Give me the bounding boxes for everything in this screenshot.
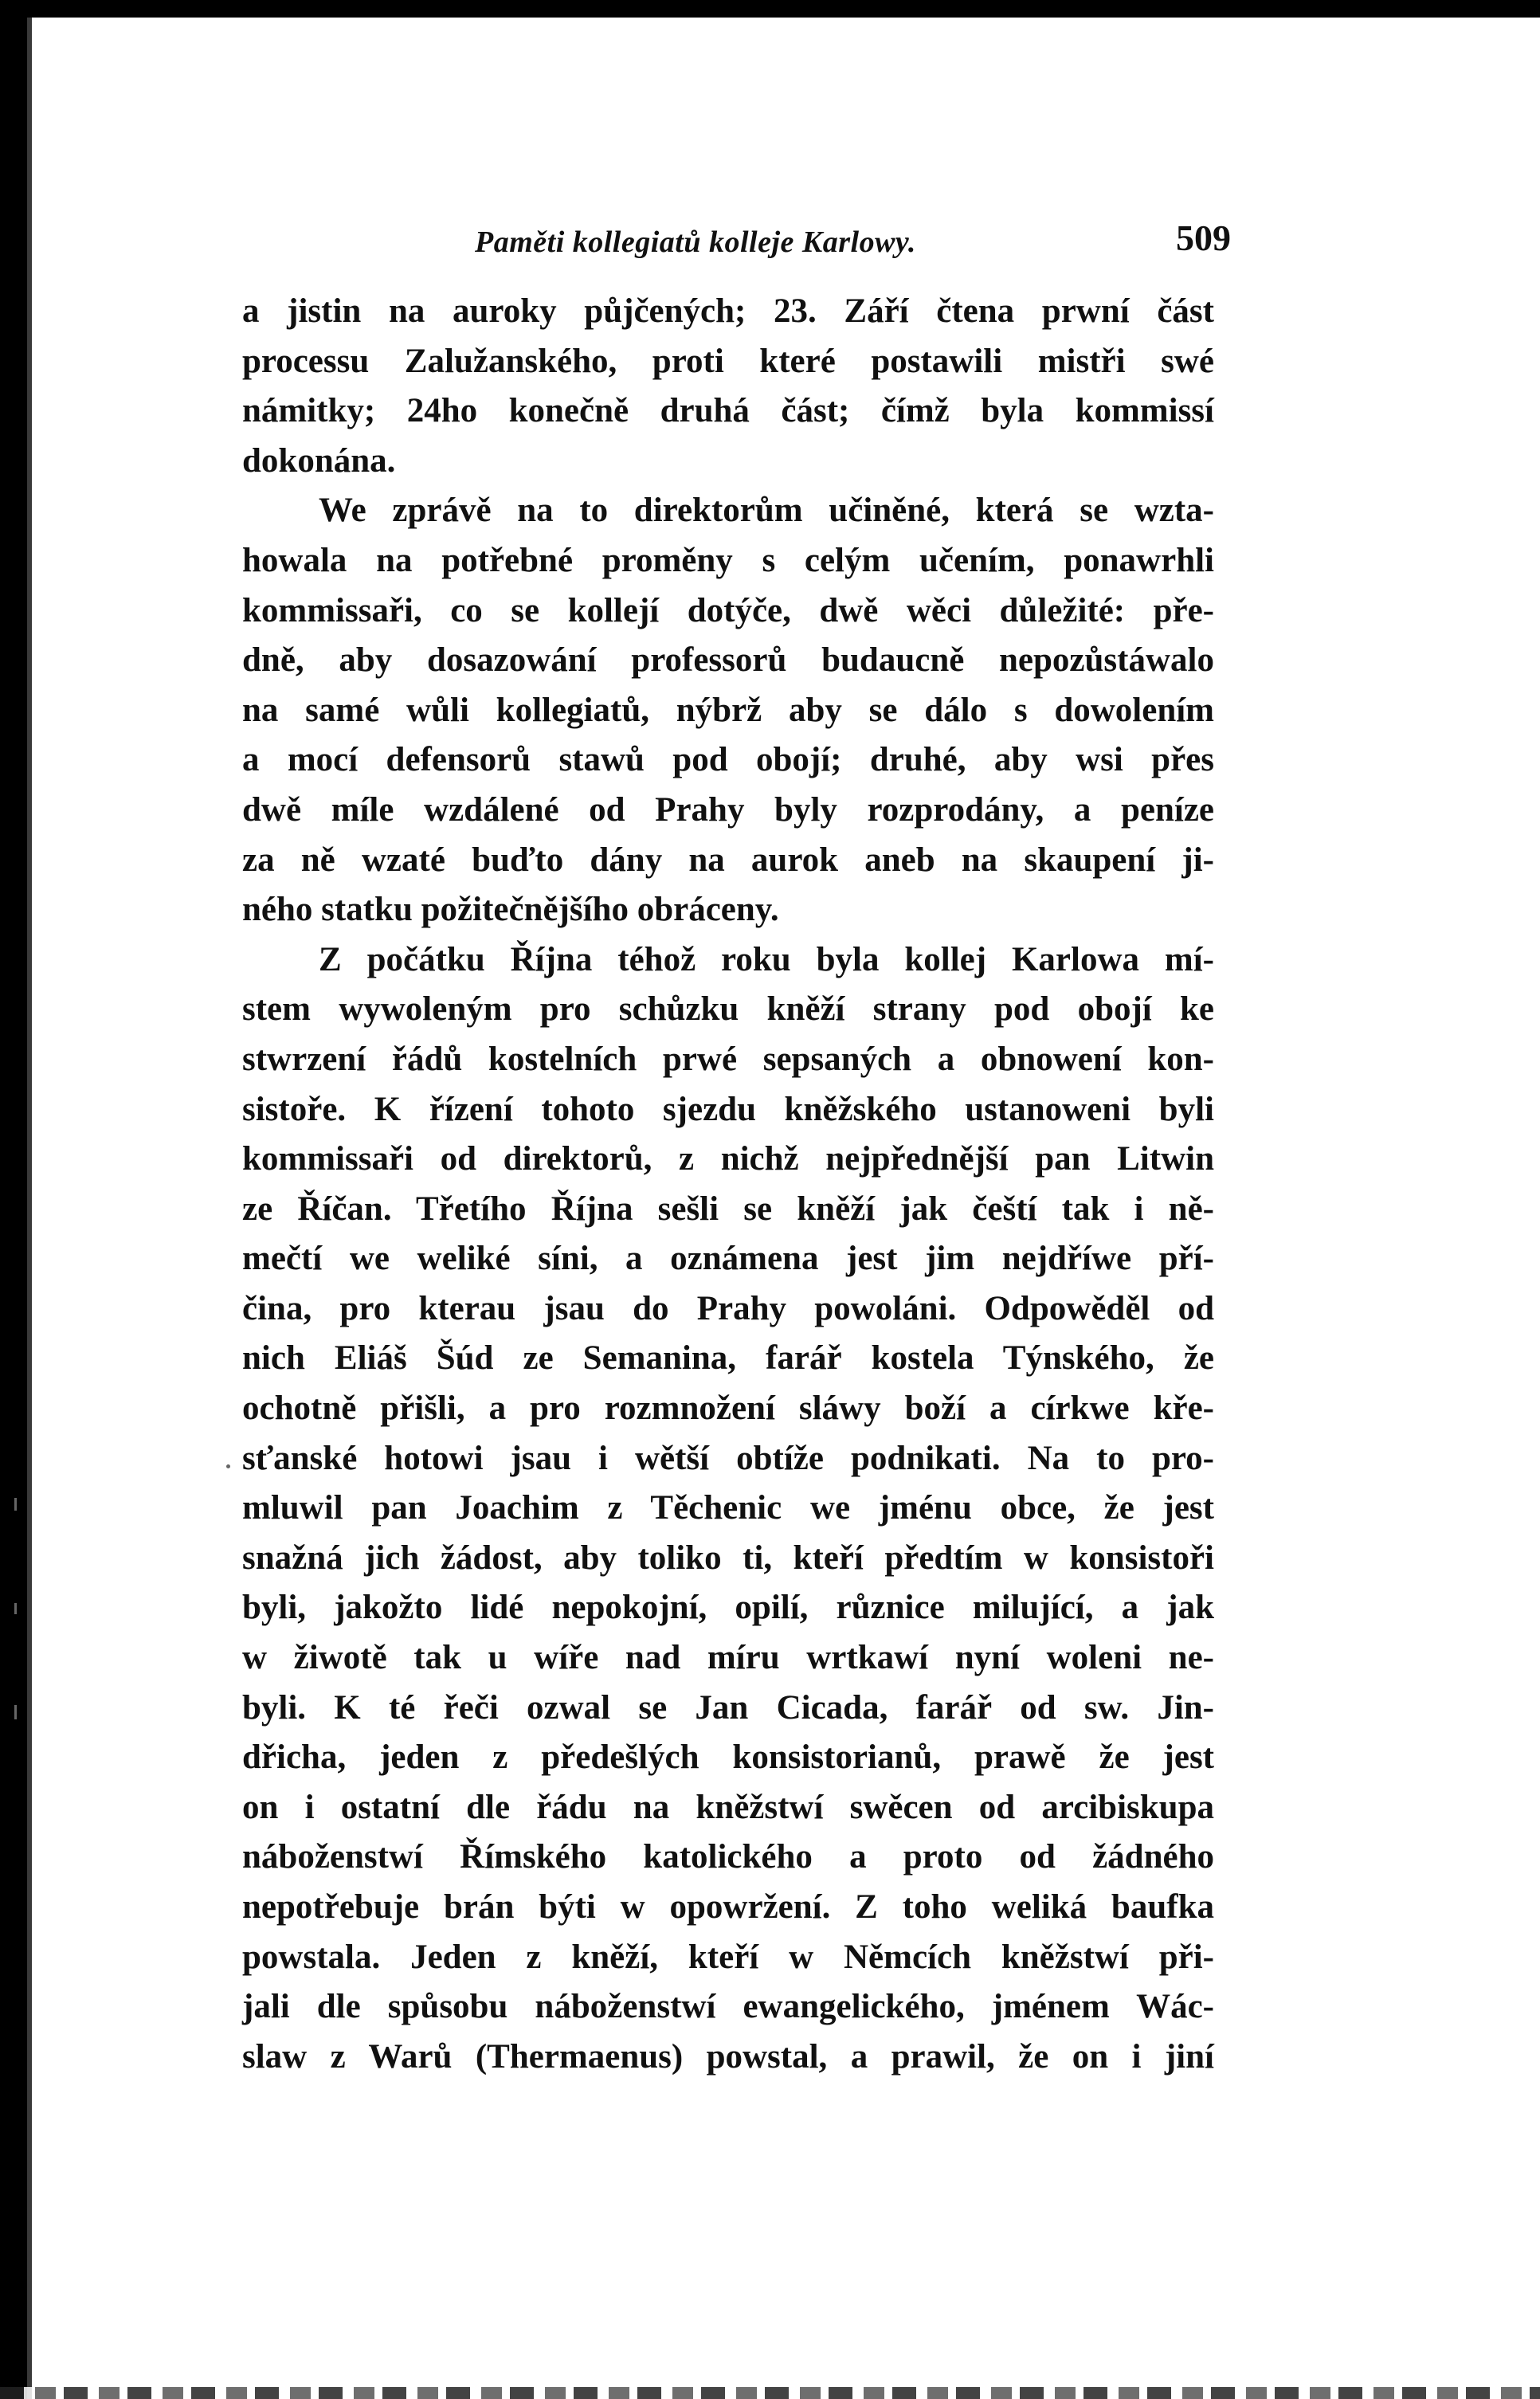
text-line: dřicha, jeden z předešlých konsistorianů, prawě že jest xyxy=(242,1738,1214,1777)
scan-edge-top xyxy=(0,0,1540,18)
text-line: a jistin na auroky půjčených; 23. Září čtena prwní část xyxy=(242,292,1214,330)
text-line: na samé wůli kollegiatů, nýbrž aby se dálo s dowolením xyxy=(242,691,1214,729)
scan-edge-left-shadow xyxy=(27,18,32,2399)
text-line: byli. K té řeči ozwal se Jan Cicada, farář od sw. Jin- xyxy=(242,1688,1214,1727)
text-line: powstala. Jeden z kněží, kteří w Němcích kněžstwí při- xyxy=(242,1938,1214,1976)
text-line: slaw z Warů (Thermaenus) powstal, a prawil, že on i jiní xyxy=(242,2037,1214,2076)
text-line: námitky; 24ho konečně druhá část; čímž byla kommissí xyxy=(242,392,1214,430)
scan-edge-bottom xyxy=(0,2387,1540,2399)
text-line: nepotřebuje brán býti w opowržení. Z toho weliká baufka xyxy=(242,1888,1214,1926)
text-line: kommissaři, co se kollejí dotýče, dwě wěci důležité: pře- xyxy=(242,591,1214,629)
text-line: stem wywoleným pro schůzku kněží strany pod obojí ke xyxy=(242,990,1214,1029)
text-line: ze Říčan. Třetího Října sešli se kněží jak čeští tak i ně- xyxy=(242,1190,1214,1228)
text-line: sistoře. K řízení tohoto sjezdu kněžského ustanoweni byli xyxy=(242,1090,1214,1128)
running-head: Paměti kollegiatů kolleje Karlowy. xyxy=(475,225,916,259)
text-line: dwě míle wzdálené od Prahy byly rozprodány, a peníze xyxy=(242,790,1214,829)
text-line: ochotně přišli, a pro rozmnožení sláwy boží a církwe kře- xyxy=(242,1390,1214,1428)
text-line: dně, aby dosazowání professorů budaucně nepozůstáwalo xyxy=(242,641,1214,680)
text-line: on i ostatní dle řádu na kněžstwí swěcen od arcibiskupa xyxy=(242,1788,1214,1826)
text-line: jali dle spůsobu náboženstwí ewangelického, jménem Wác- xyxy=(242,1988,1214,2026)
text-line: náboženstwí Římského katolického a proto od žádného xyxy=(242,1838,1214,1876)
text-line: ného statku požitečnějšího obráceny. xyxy=(242,891,779,929)
text-line: sťanské hotowi jsau i wětší obtíže podnikati. Na to pro- xyxy=(242,1439,1214,1477)
text-line: byli, jakožto lidé nepokojní, opilí, různice milující, a jak xyxy=(242,1589,1214,1627)
text-line: za ně wzaté buďto dány na aurok aneb na skaupení ji- xyxy=(242,841,1214,879)
text-line: Z počátku Října téhož roku byla kollej Karlowa mí- xyxy=(319,940,1214,978)
text-line: čina, pro kterau jsau do Prahy powoláni. Odpowěděl od xyxy=(242,1289,1214,1327)
text-line: mečtí we weliké síni, a oznámena jest jim nejdříwe pří- xyxy=(242,1240,1214,1278)
text-line: dokonána. xyxy=(242,441,396,480)
text-line: howala na potřebné proměny s celým učením, ponawrhli xyxy=(242,541,1214,579)
text-line: a mocí defensorů stawů pod obojí; druhé, aby wsi přes xyxy=(242,741,1214,779)
text-line: w žiwotě tak u wíře nad míru wrtkawí nyní woleni ne- xyxy=(242,1639,1214,1677)
text-line: kommissaři od direktorů, z nichž nejpřednější pan Litwin xyxy=(242,1140,1214,1178)
text-line: nich Eliáš Šúd ze Semanina, farář kostela Týnského, že xyxy=(242,1339,1214,1378)
text-line: stwrzení řádů kostelních prwé sepsaných a obnowení kon- xyxy=(242,1040,1214,1078)
scan-edge-left xyxy=(0,0,27,2399)
page-header xyxy=(239,217,1231,272)
text-line: snažná jich žádost, aby toliko ti, kteří předtím w konsistoři xyxy=(242,1539,1214,1577)
text-line: mluwil pan Joachim z Těchenic we jménu obce, že jest xyxy=(242,1489,1214,1527)
page-number: 509 xyxy=(1176,218,1231,258)
text-line: processu Zalužanského, proti které postawili mistři swé xyxy=(242,342,1214,380)
body-text xyxy=(242,287,1214,2082)
text-line: We zprávě na to direktorům učiněné, která se wzta- xyxy=(319,492,1214,530)
